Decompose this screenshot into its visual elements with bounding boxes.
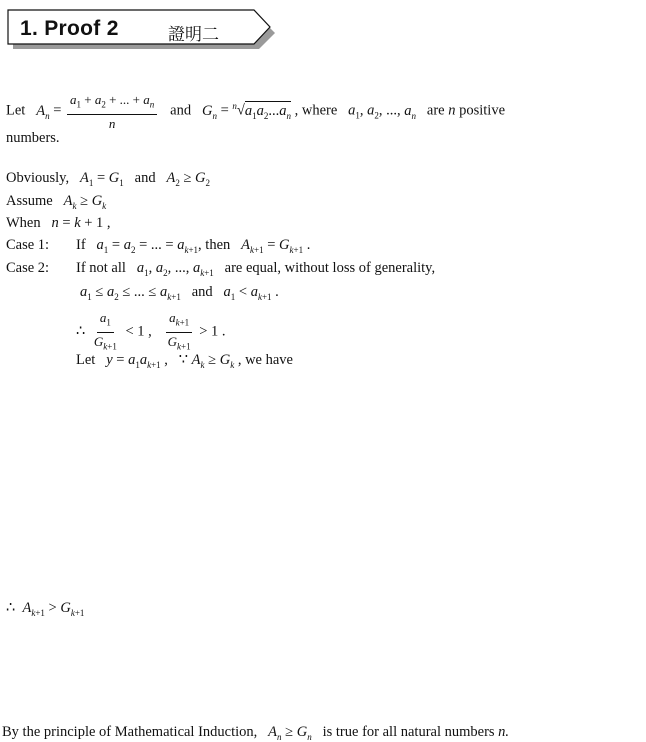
case1-line: Case 1:: [6, 237, 50, 253]
case2-body: If not all $a_1$, $a_2$, ..., $a_{k+1}$ are equal, without loss of generality,: [76, 260, 436, 278]
section-title-cjk: 證明二: [168, 25, 219, 45]
n-symbol: n: [448, 102, 456, 119]
section-banner: [6, 8, 274, 50]
where-word: , where: [294, 102, 338, 119]
final-inequality: ∴ $A_{k+1} > G_{k+1}$: [6, 600, 85, 618]
therefore-ratios: ∴ $\frac{a_1}{G_{k+1}}$ < 1 , $\frac{a_{k+1}}{G_{k+1}}$ > 1 .: [76, 310, 226, 352]
base-case-line: Obviously, $A_1 = G_1$ and $A_2 \ge G_2$: [6, 170, 211, 188]
case1-body: If $a_1 = a_2$ = ... = $a_{k+1}$, then $A_{k+1} = G_{k+1}$ .: [76, 237, 311, 255]
assume-line: Assume $A_k \ge G_k$: [6, 193, 107, 211]
positive-word: positive: [459, 102, 506, 119]
section-title: 1. Proof 2: [20, 17, 119, 40]
numbers-line: numbers.: [6, 130, 60, 146]
case2-line: Case 2:: [6, 260, 50, 276]
conclusion-line: By the principle of Mathematical Induction, $A_n \ge G_n$ is true for all natural numbers n.: [2, 724, 510, 742]
mean-fraction: $\frac{a_1 + a_2 + ... + a_n}{n}$: [67, 92, 157, 131]
when-line: When n = k + 1 ,: [6, 215, 111, 231]
ordering-line: $a_1 \le a_2$ ≤ ... ≤ $a_{k+1}$ and $a_1 < a_{k+1}$ .: [80, 284, 279, 302]
are-word: are: [426, 102, 445, 119]
let-word: Let: [6, 102, 26, 119]
and-word: and: [170, 102, 192, 119]
definition-line: Let $A_n$ = $\frac{a_1 + a_2 + ... + a_n}{n}$ and $G_n = ^n√a_1a_2...a_n$ , where $a_1$, $a_2$, ..., $a_n$ are n positive: [6, 92, 506, 131]
let-y-line: Let $y = a_1a_{k+1}$ , ∵ $A_k \ge G_k$ , we have: [76, 352, 293, 370]
